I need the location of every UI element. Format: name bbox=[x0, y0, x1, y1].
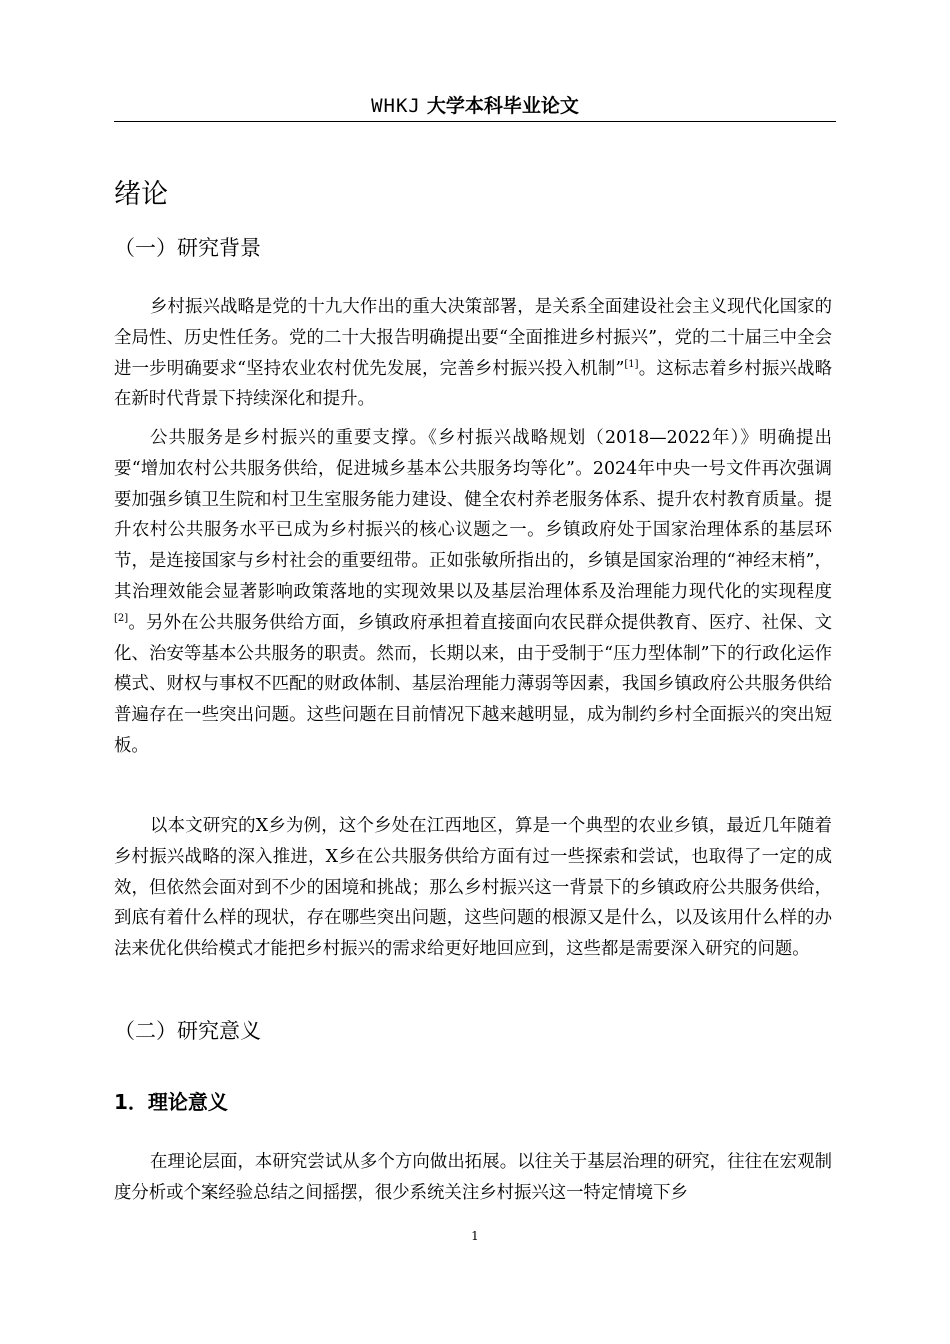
paragraph-background-3: 以本文研究的X乡为例，这个乡处在江西地区，算是一个典型的农业乡镇，最近几年随着乡村振兴战略的深入推进，X乡在公共服务供给方面有过一些探索和尝试，也取得了一定的成效，但依然会面对到不少的困境和挑战；那么乡村振兴这一背景下的乡镇政府公共服务供给，到底有着什么样的现状，存在哪些突出问题，这些问题的根源又是什么，以及该用什么样的办法来优化供给模式才能把乡村振兴的需求给更好地回应到，这些都是需要深入研究的问题。 bbox=[114, 816, 832, 960]
paragraph-text: 。另外在公共服务供给方面，乡镇政府承担着直接面向农民群众提供教育、医疗、社保、文化、治安等基本公共服务的职责。然而，长期以来，由于受制于“压力型体制”下的行政化运作模式、财权与事权不匹配的财政体制、基层治理能力薄弱等因素，我国乡镇政府公共服务供给普遍存在一些突出问题。这些问题在目前情况下越来越明显，成为制约乡村全面振兴的突出短板。 bbox=[114, 612, 832, 756]
paragraph-text: 公共服务是乡村振兴的重要支撑。《乡村振兴战略规划（2018—2022年）》明确提出要“增加农村公共服务供给，促进城乡基本公共服务均等化”。2024年中央一号文件再次强调要加强乡镇卫生院和村卫生室服务能力建设、健全农村养老服务体系、提升农村教育质量。提升农村公共服务水平已成为乡村振兴的核心议题之一。乡镇政府处于国家治理体系的基层环节，是连接国家与乡村社会的重要纽带。正如张敏所指出的，乡镇是国家治理的“神经末梢”，其治理效能会显著影响政策落地的实现效果以及基层治理体系及治理能力现代化的实现程度 bbox=[114, 428, 832, 602]
paragraph-theoretical-1: 在理论层面，本研究尝试从多个方向做出拓展。以往关于基层治理的研究，往往在宏观制度分析或个案经验总结之间摇摆，很少系统关注乡村振兴这一特定情境下乡 bbox=[114, 1152, 832, 1203]
citation-ref: [1] bbox=[624, 358, 639, 370]
chapter-title: 绪论 bbox=[114, 179, 168, 210]
header-rule bbox=[114, 121, 836, 122]
header-latin: WHKJ bbox=[371, 95, 421, 117]
paragraph-background-1 bbox=[114, 292, 832, 415]
subsection-heading-theoretical: 1．理论意义 bbox=[114, 1090, 228, 1114]
running-header bbox=[114, 92, 836, 120]
header-title: 大学本科毕业论文 bbox=[426, 95, 579, 117]
paragraph-text: 。这标志着乡村振兴战略在新时代背景下持续深化和提升。 bbox=[114, 358, 832, 410]
paragraph-text: 乡村振兴战略是党的十九大作出的重大决策部署，是关系全面建设社会主义现代化国家的全局性、历史性任务。党的二十大报告明确提出要“全面推进乡村振兴”，党的二十届三中全会进一步明确要求“坚持农业农村优先发展，完善乡村振兴投入机制” bbox=[114, 297, 832, 379]
page-number: 1 bbox=[471, 1229, 479, 1243]
paragraph-background-2 bbox=[114, 423, 832, 762]
section-heading-background: （一）研究背景 bbox=[114, 236, 261, 260]
section-heading-significance: （二）研究意义 bbox=[114, 1019, 261, 1043]
citation-ref: [2] bbox=[114, 612, 129, 624]
